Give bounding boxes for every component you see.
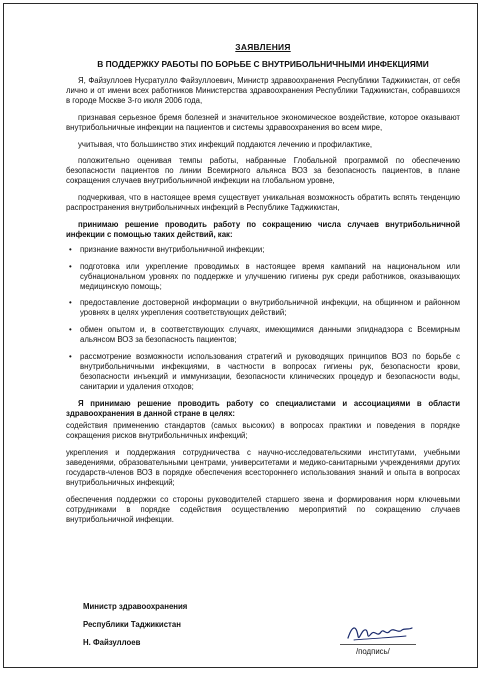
paragraph-emphasizing: подчеркивая, что в настоящее время существует уникальная возможность обратить вспять тенденцию распространения внутрибольничных инфекций в Республике Таджикистан, [66,193,460,213]
paragraph-cooperation: укрепления и поддержания сотрудничества с научно-исследовательскими институтами, учебными заведениями, образовательными центрами, университетами и медико-санитарными учреждениями других государств-членов ВОЗ в порядке обеспечения всестороннего использования знаний и опыта в вопросах внутрибольничных инфекций; [66,448,460,487]
document-subtitle: В ПОДДЕРЖКУ РАБОТЫ ПО БОРЬБЕ С ВНУТРИБОЛЬНИЧНЫМИ ИНФЕКЦИЯМИ [97,59,429,69]
list-item: • предоставление достоверной информации о внутрибольничной инфекции, на общинном и районном уровнях в целях укрепления соответствующих действий; [80,298,460,318]
intro-paragraph: Я, Файзуллоев Нусратулло Файзуллоевич, Министр здравоохранения Республики Таджикистан, от себя лично и от имени всех работников Министерства здравоохранения Республики Таджикистан, собравшихся в городе Москве 3-го июля 2006 года, [66,76,460,105]
actions-list [66,245,460,392]
handwritten-signature [344,618,416,646]
document-title: ЗАЯВЛЕНИЯ [235,42,291,52]
signature-line [340,644,416,645]
paragraph-considering: учитывая, что большинство этих инфекций поддаются лечению и профилактике, [78,139,373,149]
list-item: • рассмотрение возможности использования стратегий и руководящих принципов ВОЗ по борьбе с внутрибольничными инфекциями, в частности в вопросах гигиены рук, безопасности крови, безопасности инъекций и иммунизации, безопасности клинических процедур и безопасности воды, санитарии и удаления отходов; [80,352,460,392]
signatory-country: Республики Таджикистан [83,620,181,629]
decision-heading-actions: принимаю решение проводить работу по сокращению числа случаев внутрибольничной инфекции с помощью таких действий, как: [66,219,460,239]
list-item: • подготовка или укрепление проводимых в настоящее время кампаний на национальном или субнациональном уровнях по поддержке и улучшению гигиены рук среди работников, оказывающих медицинскую помощь; [80,262,460,292]
signatory-name: Н. Файзуллоев [83,638,141,647]
paragraph-recognizing: признавая серьезное бремя болезней и значительное экономическое воздействие, которое оказывают внутрибольничные инфекции на пациентов и системы здравоохранения во всем мире, [66,112,460,132]
paragraph-standards: содействия применению стандартов (самых высоких) в вопросах практики и поведения в порядке сокращения рисков внутрибольничных инфекций; [66,421,460,441]
paragraph-appreciating: положительно оценивая темпы работы, набранные Глобальной программой по обеспечению безопасности пациентов по линии Всемирного альянса ВОЗ за безопасность пациентов, в плане сокращения случаев внутрибольничной инфекции на глобальном уровне, [66,156,460,186]
list-item: • обмен опытом и, в соответствующих случаях, имеющимися данными эпиднадзора с Всемирным альянсом ВОЗ за безопасность пациентов; [80,325,460,345]
signature-label: /подпись/ [356,647,390,656]
document-page [3,3,478,668]
document-body [66,42,460,525]
list-item: • признание важности внутрибольничной инфекции; [80,245,460,255]
signatory-title: Министр здравоохранения [83,602,188,611]
paragraph-leadership: обеспечения поддержки со стороны руководителей старшего звена и формирования норм ключевыми сотрудниками в порядке содействия осуществлению мероприятий по сокращению случаев внутрибольничной инфекции. [66,494,460,524]
decision-heading-specialists: Я принимаю решение проводить работу со специалистами и ассоциациями в области здравоохранения в данной стране в целях: [66,398,460,418]
